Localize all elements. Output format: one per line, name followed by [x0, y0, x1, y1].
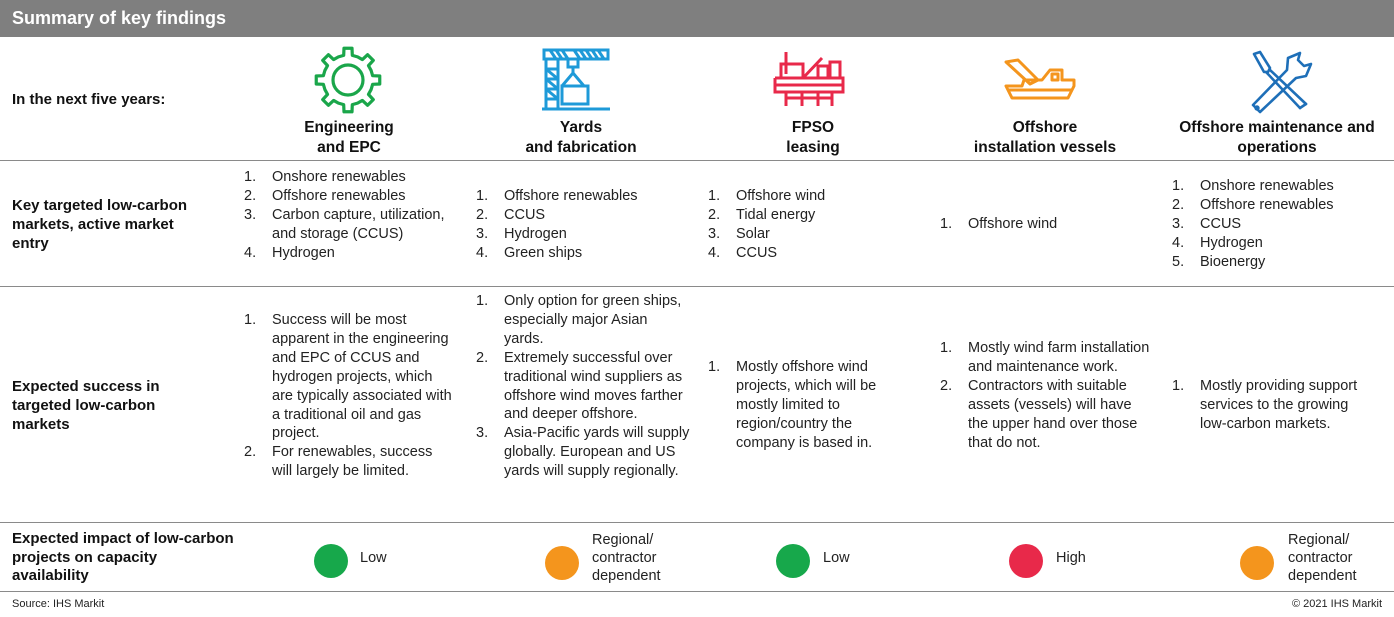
list-item: 2. For renewables, success will largely be limited.	[244, 444, 433, 480]
column-heading-yards: Yards and fabrication	[525, 119, 637, 156]
list-item: 1. Mostly offshore wind projects, which will be mostly limited to region/country the company is based in.	[708, 359, 877, 451]
impact-label-fpso: Low	[823, 550, 850, 566]
list-item: 2. Offshore renewables	[244, 187, 406, 204]
list-item: 1. Onshore renewables	[244, 169, 406, 185]
success-list	[940, 339, 1155, 452]
markets-cell-yards	[476, 187, 696, 263]
list-item: 4. Hydrogen	[1172, 234, 1263, 251]
markets-list	[244, 168, 464, 263]
list-item: 1. Offshore wind	[708, 188, 826, 204]
markets-cell-maintenance	[1172, 177, 1387, 272]
success-cell-fpso	[708, 358, 898, 453]
divider-4	[0, 591, 1394, 592]
divider-2	[0, 286, 1394, 287]
markets-cell-fpso	[708, 187, 928, 263]
success-cell-installation-vessels	[940, 339, 1155, 452]
list-item: 3. Solar	[708, 225, 770, 242]
source-note: Source: IHS Markit	[12, 598, 105, 610]
success-cell-yards	[476, 292, 690, 481]
success-list	[244, 311, 456, 481]
impact-indicator-maintenance	[1240, 546, 1274, 580]
impact-indicator-fpso	[776, 544, 810, 578]
markets-list	[1172, 177, 1387, 272]
column-heading-engineering: Engineering and EPC	[304, 119, 394, 156]
wrench-screwdriver-icon	[1248, 50, 1314, 116]
list-item: 4. Green ships	[476, 244, 583, 261]
list-item: 5. Bioenergy	[1172, 253, 1266, 270]
list-item: 3. Hydrogen	[476, 225, 567, 242]
row-label-impact: Expected impact of low-carbon projects on capacity availability	[12, 530, 234, 584]
divider-3	[0, 522, 1394, 523]
list-item: 2. Contractors with suitable assets (vessels) will have the upper hand over those that do not.	[940, 377, 1138, 451]
column-heading-installation-vessels: Offshore installation vessels	[973, 119, 1117, 156]
success-list	[1172, 377, 1377, 434]
success-cell-engineering	[244, 311, 456, 481]
list-item: 3. CCUS	[1172, 215, 1242, 232]
list-item: 2. Offshore renewables	[1172, 196, 1334, 213]
list-item: 4. Hydrogen	[244, 244, 335, 261]
impact-indicator-installation-vessels	[1009, 544, 1043, 578]
markets-cell-installation-vessels	[940, 215, 1160, 234]
markets-list	[476, 187, 696, 263]
column-heading-maintenance: Offshore maintenance and operations	[1179, 119, 1375, 156]
list-item: 1. Onshore renewables	[1172, 178, 1334, 194]
impact-label-engineering: Low	[360, 550, 387, 566]
list-item: 1. Offshore wind	[940, 216, 1058, 232]
fpso-vessel-icon	[772, 48, 846, 108]
crane-icon	[540, 46, 612, 112]
gear-icon	[312, 44, 384, 116]
column-heading-fpso: FPSO leasing	[786, 119, 840, 156]
impact-label-yards: Regional/ contractor dependent	[592, 532, 661, 584]
list-item: 1. Mostly wind farm installation and maintenance work.	[940, 340, 1150, 375]
list-item: 1. Offshore renewables	[476, 188, 638, 204]
row-label-header: In the next five years:	[12, 91, 166, 108]
markets-cell-engineering	[244, 168, 464, 263]
markets-list	[708, 187, 928, 263]
installation-vessel-icon	[1002, 56, 1078, 102]
list-item: 4. CCUS	[708, 244, 778, 261]
impact-label-maintenance: Regional/ contractor dependent	[1288, 532, 1357, 584]
list-item: 1. Mostly providing support services to the growing low-carbon markets.	[1172, 378, 1358, 432]
list-item: 2. Tidal energy	[708, 206, 816, 223]
copyright-note: © 2021 IHS Markit	[1291, 598, 1382, 610]
impact-label-installation-vessels: High	[1056, 550, 1086, 566]
title-bar	[0, 0, 1394, 37]
list-item: 1. Success will be most apparent in the engineering and EPC of CCUS and hydrogen projects, which are typically associated with a traditional oil and gas project.	[244, 312, 452, 442]
markets-list	[940, 215, 1160, 234]
list-item: 3. Carbon capture, utilization, and storage (CCUS)	[244, 206, 445, 242]
impact-indicator-engineering	[314, 544, 348, 578]
row-label-success: Expected success in targeted low-carbon markets	[12, 378, 160, 433]
list-item: 2. Extremely successful over traditional wind suppliers as offshore wind moves farther and deeper offshore.	[476, 349, 683, 423]
page-title: Summary of key findings	[12, 8, 227, 28]
list-item: 2. CCUS	[476, 206, 546, 223]
success-cell-maintenance	[1172, 377, 1377, 434]
row-label-markets: Key targeted low-carbon markets, active market entry	[12, 197, 188, 252]
impact-indicator-yards	[545, 546, 579, 580]
divider-1	[0, 160, 1394, 161]
list-item: 1. Only option for green ships, especially major Asian yards.	[476, 293, 682, 347]
success-list	[708, 358, 898, 453]
list-item: 3. Asia-Pacific yards will supply globally. European and US yards will supply regionally.	[476, 425, 690, 480]
success-list	[476, 292, 690, 481]
